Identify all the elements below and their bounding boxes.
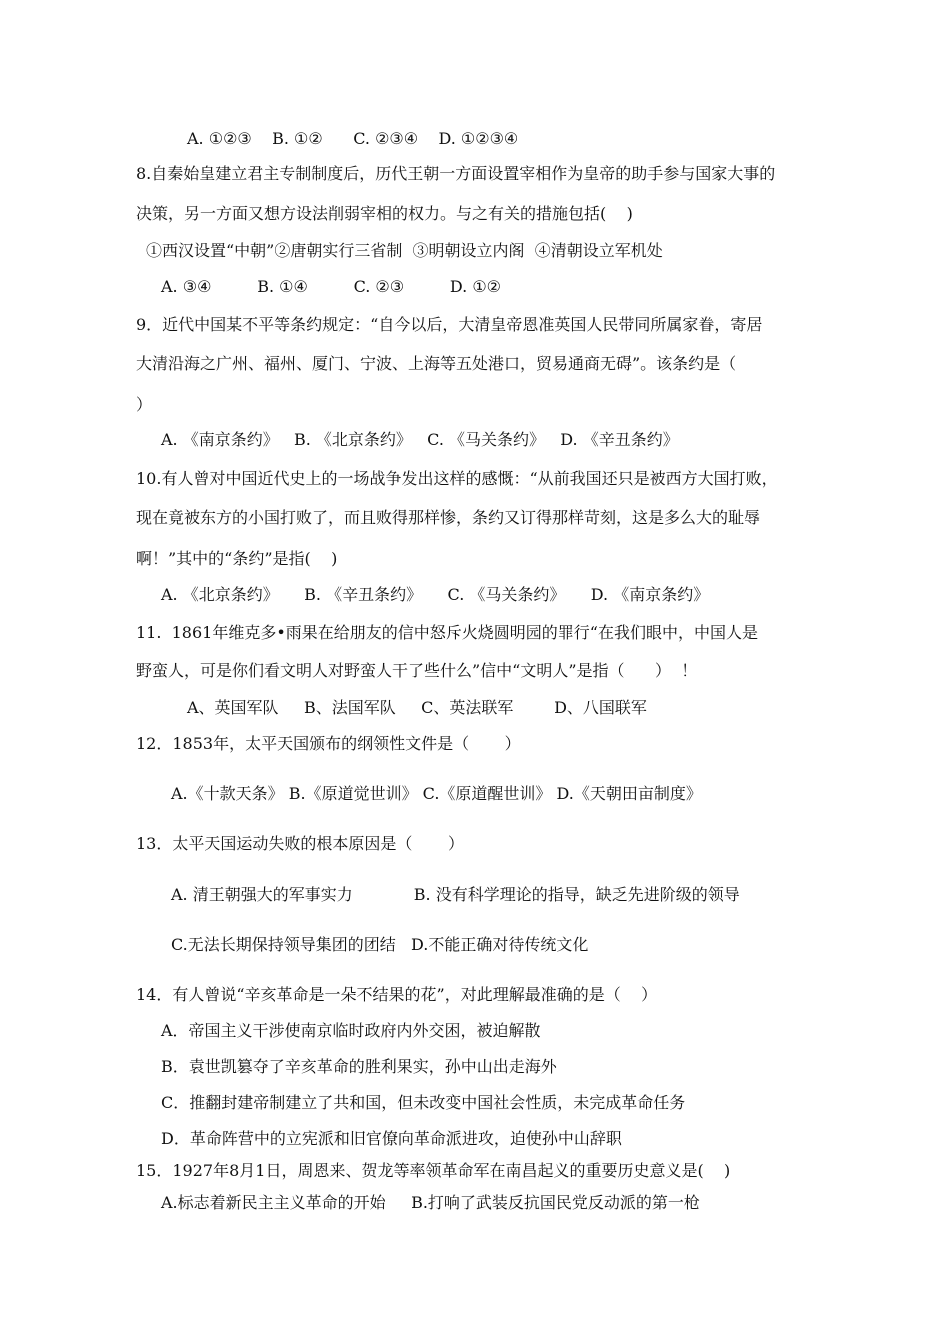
- q9-options: A. 《南京条约》 B. 《北京条约》 C. 《马关条约》 D. 《辛丑条约》: [161, 430, 679, 449]
- q14-option-c: C．推翻封建帝制建立了共和国，但未改变中国社会性质，未完成革命任务: [161, 1093, 686, 1112]
- q13-options-cd: C.无法长期保持领导集团的团结 D.不能正确对待传统文化: [171, 935, 589, 954]
- q11-stem-line2: 野蛮人，可是你们看文明人对野蛮人干了些什么”信中“文明人”是指（ ） ！: [136, 661, 698, 680]
- q9-stem-line2: 大清沿海之广州、福州、厦门、宁波、上海等五处港口，贸易通商无碍”。该条约是（: [136, 354, 737, 373]
- q11-options: A、英国军队 B、法国军队 C、英法联军 D、八国联军: [187, 698, 647, 717]
- q14-option-d: D．革命阵营中的立宪派和旧官僚向革命派进攻，迫使孙中山辞职: [161, 1129, 622, 1148]
- q13-options-ab: A. 清王朝强大的军事实力 B. 没有科学理论的指导，缺乏先进阶级的领导: [171, 885, 740, 904]
- q10-stem-line3: 啊！”其中的“条约”是指( ): [136, 549, 338, 568]
- q14-option-b: B．袁世凯篡夺了辛亥革命的胜利果实，孙中山出走海外: [161, 1057, 557, 1076]
- q15-options-ab: A.标志着新民主主义革命的开始 B.打响了武装反抗国民党反动派的第一枪: [161, 1193, 700, 1212]
- q9-stem-line1: 9．近代中国某不平等条约规定：“自今以后，大清皇帝恩准英国人民带同所属家眷，寄居: [136, 315, 763, 334]
- q8-options: A. ③④ B. ①④ C. ②③ D. ①②: [161, 277, 501, 296]
- q14-stem: 14．有人曾说“辛亥革命是一朵不结果的花”，对此理解最准确的是（ ）: [136, 985, 658, 1004]
- q11-stem-line1: 11. 1861年维克多•雨果在给朋友的信中怒斥火烧圆明园的罪行“在我们眼中，中国人是: [136, 623, 758, 642]
- q10-stem-line2: 现在竟被东方的小国打败了，而且败得那样惨，条约又订得那样苛刻，这是多么大的耻辱: [136, 508, 761, 527]
- q12-options: A.《十款天条》 B.《原道觉世训》 C.《原道醒世训》 D.《天朝田亩制度》: [171, 784, 702, 803]
- q8-stem-line2: 决策，另一方面又想方设法削弱宰相的权力。与之有关的措施包括( ): [136, 204, 633, 223]
- q14-option-a: A．帝国主义干涉使南京临时政府内外交困，被迫解散: [161, 1021, 541, 1040]
- q10-stem-line1: 10.有人曾对中国近代史上的一场战争发出这样的感慨：“从前我国还只是被西方大国打败，: [136, 469, 778, 488]
- q13-stem: 13．太平天国运动失败的根本原因是（ ）: [136, 834, 464, 853]
- q15-stem: 15．1927年8月1日，周恩来、贺龙等率领革命军在南昌起义的重要历史意义是( ): [136, 1161, 731, 1180]
- q7-options: A. ①②③ B. ①② C. ②③④ D. ①②③④: [187, 129, 519, 148]
- q10-options: A. 《北京条约》 B. 《辛丑条约》 C. 《马关条约》 D. 《南京条约》: [161, 585, 710, 604]
- q12-stem: 12．1853年，太平天国颁布的纲领性文件是（ ）: [136, 734, 521, 753]
- q9-stem-line3: ）: [136, 395, 153, 414]
- q8-items: ①西汉设置“中朝”②唐朝实行三省制 ③明朝设立内阁 ④清朝设立军机处: [146, 241, 663, 260]
- q8-stem-line1: 8.自秦始皇建立君主专制制度后，历代王朝一方面设置宰相作为皇帝的助手参与国家大事的: [136, 164, 776, 183]
